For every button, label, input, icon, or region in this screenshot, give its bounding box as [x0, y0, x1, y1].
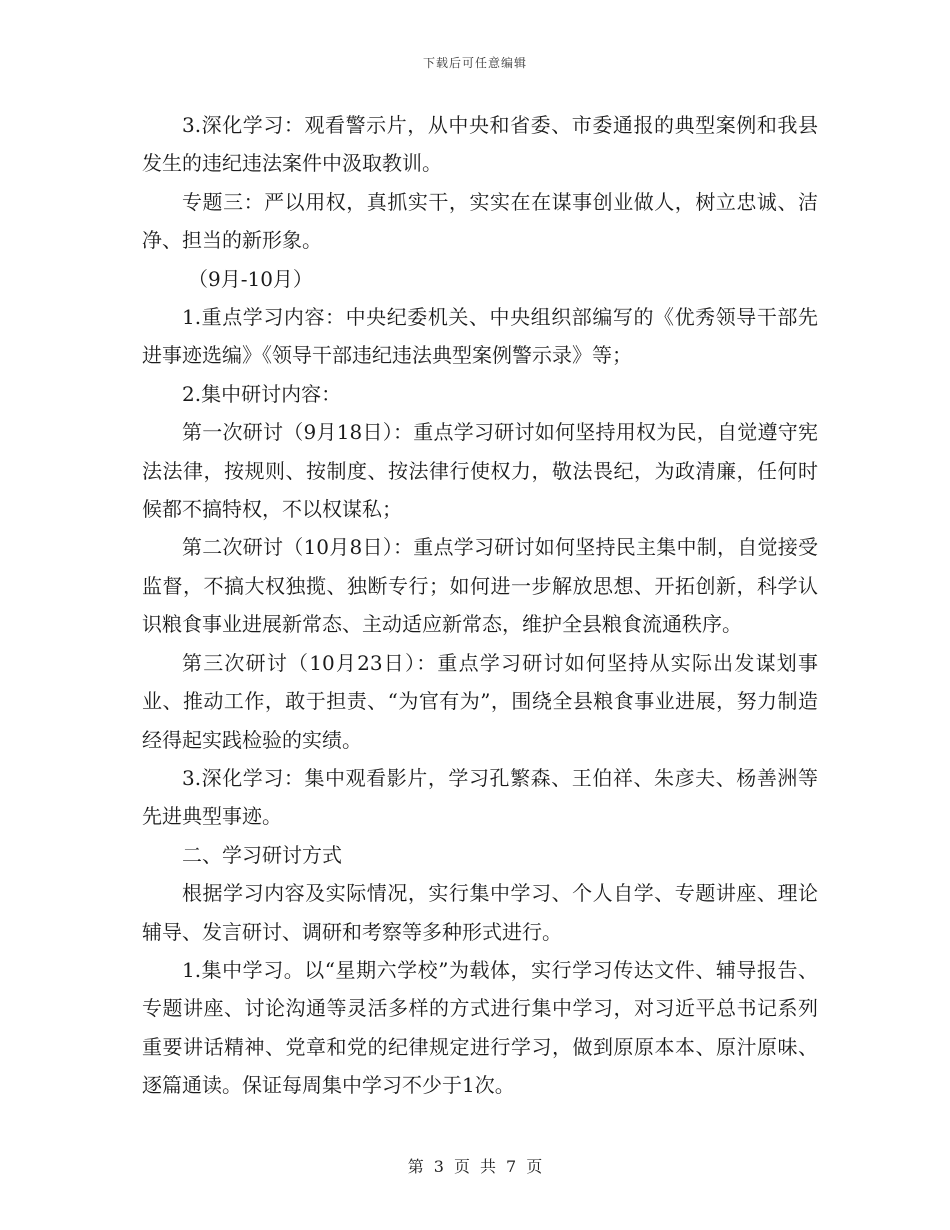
paragraph-methods-intro: 根据学习内容及实际情况，实行集中学习、个人自学、专题讲座、理论辅导、发言研讨、调研和考察等多种形式进行。 [142, 881, 818, 944]
paragraph-centralized-study: 1.集中学习。以“星期六学校”为载体，实行学习传达文件、辅导报告、专题讲座、讨论沟通等灵活多样的方式进行集中学习，对习近平总书记系列重要讲话精神、党章和党的纪律规定进行学习，做到原原本本、原汁原味、逐篇通读。保证每周集中学习不少于1次。 [142, 957, 818, 1098]
footer-current-page: 3 [433, 1157, 444, 1176]
paragraph-deepen-study-2: 3.深化学习：集中观看影片，学习孔繁森、王伯祥、朱彦夫、杨善洲等先进典型事迹。 [142, 765, 818, 829]
paragraph-topic-three: 专题三：严以用权，真抓实干，实实在在谋事创业做人，树立忠诚、洁净、担当的新形象。 [142, 189, 818, 253]
footer-total-pages: 7 [506, 1157, 517, 1176]
paragraph-key-content: 1.重点学习内容：中央纪委机关、中央组织部编写的《优秀领导干部先进事迹选编》《领导干部违纪违法典型案例警示录》等； [142, 305, 818, 368]
paragraph-discussion-content: 2.集中研讨内容： [182, 381, 342, 406]
paragraph-first-discussion: 第一次研讨（9月18日）：重点学习研讨如何坚持用权为民，自觉遵守宪法法律，按规则、按制度、按法律行使权力，敬法畏纪，为政清廉，任何时候都不搞特权，不以权谋私； [142, 420, 818, 522]
page-footer [0, 1154, 950, 1177]
section-heading-methods: 二、学习研讨方式 [182, 842, 342, 867]
footer-page-suffix: 页 [526, 1157, 543, 1176]
header-note: 下载后可任意编辑 [422, 56, 527, 70]
paragraph-date-range: （9月-10月） [188, 266, 313, 291]
paragraph-third-discussion: 第三次研讨（10月23日）：重点学习研讨如何坚持从实际出发谋划事业、推动工作，敢于担责、“为官有为”，围绕全县粮食事业进展，努力制造经得起实践检验的实绩。 [142, 650, 818, 752]
footer-page-prefix: 第 [407, 1157, 424, 1176]
paragraph-second-discussion: 第二次研讨（10月8日）：重点学习研讨如何坚持民主集中制，自觉接受监督，不搞大权独揽、独断专行；如何进一步解放思想、开拓创新，科学认识粮食事业进展新常态、主动适应新常态，维护全县粮食流通秩序。 [142, 535, 818, 637]
document-body [142, 106, 818, 1105]
footer-page-mid: 页 [453, 1157, 470, 1176]
footer-total-prefix: 共 [480, 1157, 497, 1176]
paragraph-deepen-study-1: 3.深化学习：观看警示片，从中央和省委、市委通报的典型案例和我县发生的违纪违法案件中汲取教训。 [142, 113, 818, 176]
